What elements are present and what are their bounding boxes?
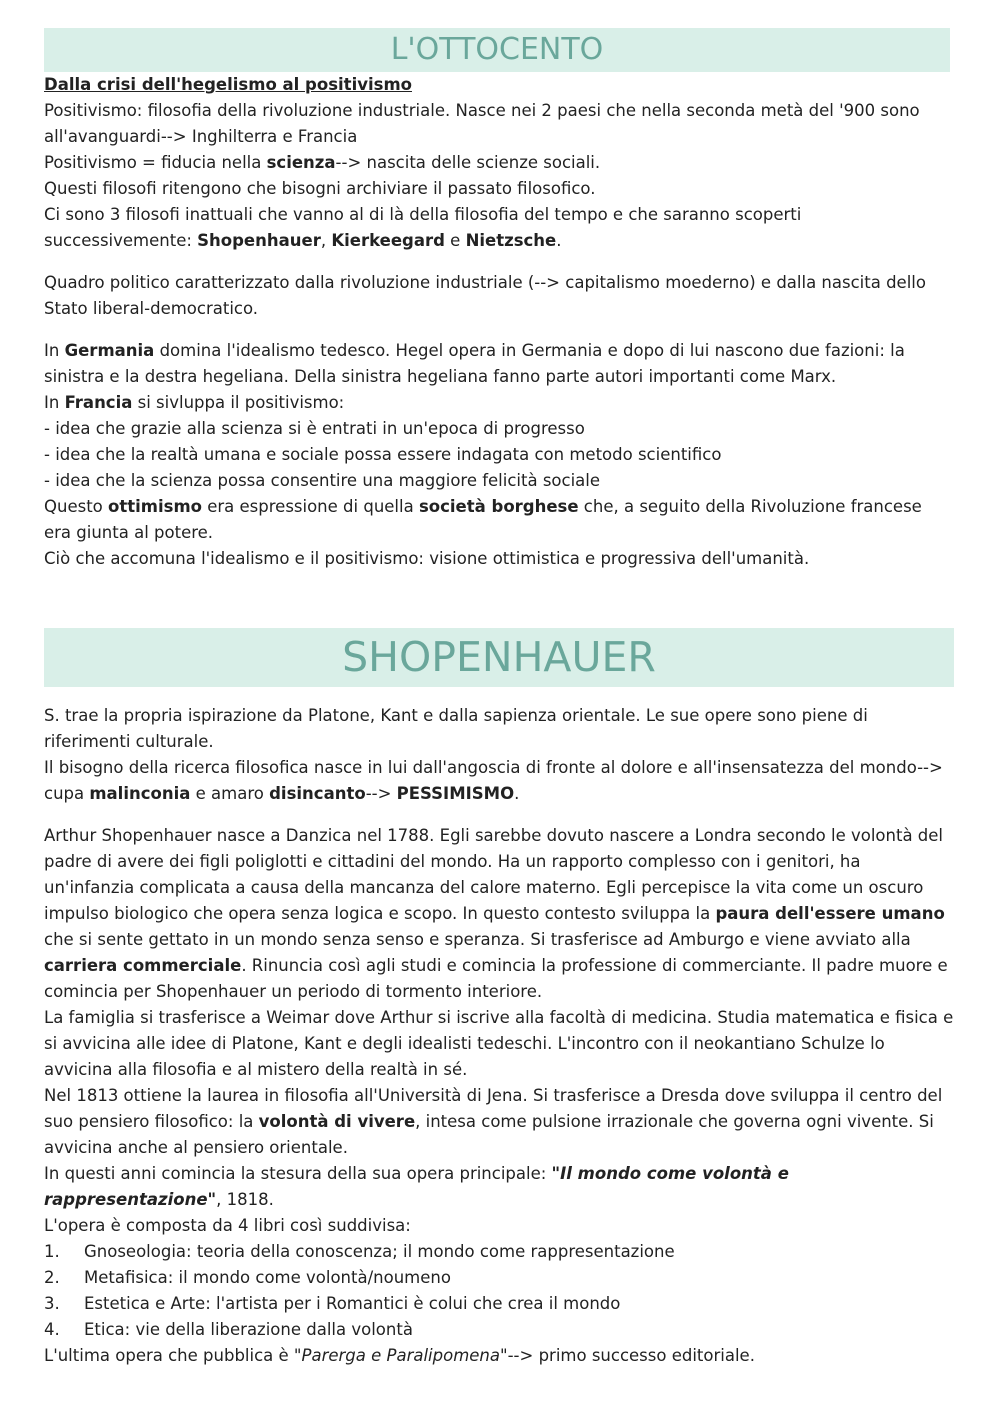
paragraph: Ciò che accomuna l'idealismo e il positivismo: visione ottimistica e progressiva dell'umanità. [44, 549, 810, 568]
paragraph: In questi anni comincia la stesura della sua opera principale: "Il mondo come volontà e rappresentazione", 1818. [44, 1164, 789, 1209]
paragraph: S. trae la propria ispirazione da Platone, Kant e dalla sapienza orientale. Le sue opere sono piene di riferimenti culturale. [44, 706, 868, 751]
section-title-ottocento: L'OTTOCENTO [44, 28, 950, 72]
paragraph: Il bisogno della ricerca filosofica nasce in lui dall'angoscia di fronte al dolore e all'insensatezza del mondo--> cupa malinconia e amaro disincanto--> PESSIMISMO. [44, 758, 943, 803]
section-ottocento [44, 72, 954, 572]
subtitle: Dalla crisi dell'hegelismo al positivismo [44, 75, 412, 94]
list-item: 2. Metafisica: il mondo come volontà/noumeno [44, 1268, 451, 1287]
paragraph: Positivismo = fiducia nella scienza--> nascita delle scienze sociali. [44, 153, 601, 172]
paragraph: Arthur Shopenhauer nasce a Danzica nel 1788. Egli sarebbe dovuto nascere a Londra secondo le volontà del padre di avere dei figli poliglotti e cittadini del mondo. Ha un rapporto complesso con i genitori, ha un'infanzia complicata a causa della mancanza del calore materno. Egli percepisce la vita come un oscuro impulso biologico che opera senza logica e scopo. In questo contesto sviluppa la paura dell'essere umano che si sente gettato in un mondo senza senso e speranza. Si trasferisce ad Amburgo e viene avviato alla carriera commerciale. Rinuncia così agli studi e comincia la professione di commerciante. Il padre muore e comincia per Shopenhauer un periodo di tormento interiore. [44, 826, 948, 1001]
paragraph: Questo ottimismo era espressione di quella società borghese che, a seguito della Rivoluzione francese era giunta al potere. [44, 497, 922, 542]
list-item: - idea che la realtà umana e sociale possa essere indagata con metodo scientifico [44, 445, 722, 464]
list-item: - idea che la scienza possa consentire una maggiore felicità sociale [44, 471, 601, 490]
paragraph: In Francia si sivluppa il positivismo: [44, 393, 345, 412]
paragraph: Positivismo: filosofia della rivoluzione industriale. Nasce nei 2 paesi che nella seconda metà del '900 sono all'avanguardi--> Inghilterra e Francia [44, 101, 920, 146]
paragraph: Ci sono 3 filosofi inattuali che vanno al di là della filosofia del tempo e che saranno scoperti successivemente: Shopenhauer, Kierkeegard e Nietzsche. [44, 205, 802, 250]
paragraph: Questi filosofi ritengono che bisogni archiviare il passato filosofico. [44, 179, 596, 198]
list-item: 3. Estetica e Arte: l'artista per i Romantici è colui che crea il mondo [44, 1294, 621, 1313]
section-shopenhauer [44, 703, 954, 1369]
paragraph: In Germania domina l'idealismo tedesco. Hegel opera in Germania e dopo di lui nascono due fazioni: la sinistra e la destra hegeliana. Della sinistra hegeliana fanno parte autori importanti come Marx. [44, 341, 905, 386]
list-item: 1. Gnoseologia: teoria della conoscenza; il mondo come rappresentazione [44, 1242, 675, 1261]
section-title-shopenhauer: SHOPENHAUER [44, 628, 954, 687]
list-item: 4. Etica: vie della liberazione dalla volontà [44, 1320, 413, 1339]
paragraph: Nel 1813 ottiene la laurea in filosofia all'Università di Jena. Si trasferisce a Dresda dove sviluppa il centro del suo pensiero filosofico: la volontà di vivere, intesa come pulsione irrazionale che governa ogni vivente. Si avvicina anche al pensiero orientale. [44, 1086, 943, 1157]
list-item: - idea che grazie alla scienza si è entrati in un'epoca di progresso [44, 419, 585, 438]
paragraph: L'ultima opera che pubblica è "Parerga e Paralipomena"--> primo successo editoriale. [44, 1346, 755, 1365]
paragraph: La famiglia si trasferisce a Weimar dove Arthur si iscrive alla facoltà di medicina. Studia matematica e fisica e si avvicina alle idee di Platone, Kant e degli idealisti tedeschi. L'incontro con il neokantiano Schulze lo avvicina alla filosofia e al mistero della realtà in sé. [44, 1008, 954, 1079]
paragraph: L'opera è composta da 4 libri così suddivisa: [44, 1216, 411, 1235]
numbered-list [44, 1239, 954, 1343]
paragraph: Quadro politico caratterizzato dalla rivoluzione industriale (--> capitalismo moederno) e dalla nascita dello Stato liberal-democratico. [44, 273, 926, 318]
